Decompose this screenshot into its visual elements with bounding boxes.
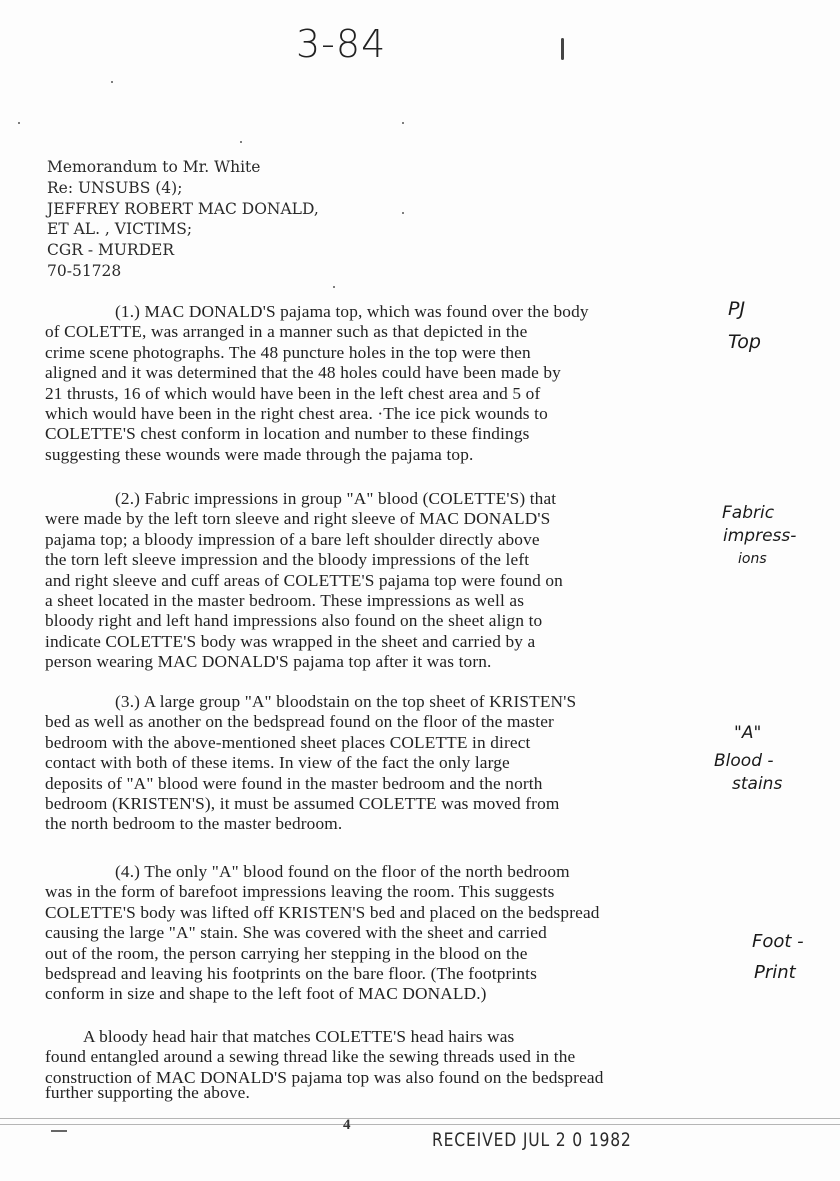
footer-rule-bottom: [0, 1124, 840, 1125]
paragraph-line: 21 thrusts, 16 of which would have been in the left chest area and 5 of: [45, 383, 541, 403]
paragraph-line: further supporting the above.: [45, 1083, 250, 1103]
paragraph-line: found entangled around a sewing thread like the sewing threads used in the: [45, 1047, 576, 1067]
paragraph-line: conform in size and shape to the left foot of MAC DONALD.): [45, 984, 487, 1004]
paragraph-line: COLETTE'S chest conform in location and number to these findings: [45, 424, 530, 444]
margin-note-blood-stains: [714, 722, 783, 796]
paragraph-line: bedroom with the above-mentioned sheet places COLETTE in direct: [45, 732, 531, 752]
paragraph-line: bedroom (KRISTEN'S), it must be assumed COLETTE was moved from: [45, 794, 560, 814]
handwritten-tick-mark: [561, 38, 564, 60]
margin-note-line: Blood -: [714, 751, 774, 771]
memo-re-line: Re: UNSUBS (4);: [47, 178, 183, 197]
margin-note-line: "A": [734, 723, 762, 743]
paragraph-line: bed as well as another on the bedspread found on the floor of the master: [45, 712, 554, 732]
paragraph-line: the north bedroom to the master bedroom.: [45, 814, 343, 834]
paragraph-line: deposits of "A" blood were found in the master bedroom and the north: [45, 773, 543, 793]
margin-note-foot-print: [752, 930, 804, 984]
paragraph-5: [45, 1027, 604, 1104]
margin-note-line: ions: [738, 551, 767, 567]
paragraph-2: [45, 489, 563, 673]
memo-to-line: Memorandum to Mr. White: [47, 158, 261, 176]
received-date-stamp: RECEIVED JUL 2 0 1982: [432, 1129, 632, 1151]
footer-scan-mark: [51, 1130, 67, 1132]
paragraph-line: (2.) Fabric impressions in group "A" blood (COLETTE'S) that: [115, 489, 557, 508]
memo-case-type-line: CGR - MURDER: [47, 241, 175, 260]
margin-note-fabric-impressions: [722, 502, 796, 571]
paragraph-line: person wearing MAC DONALD'S pajama top after it was torn.: [45, 652, 492, 672]
paragraph-line: were made by the left torn sleeve and right sleeve of MAC DONALD'S: [45, 509, 551, 529]
paragraph-line: bloody right and left hand impressions also found on the sheet align to: [45, 611, 543, 631]
paragraph-line: (4.) The only "A" blood found on the floor of the north bedroom: [115, 862, 570, 881]
paragraph-4: [45, 862, 600, 1005]
scan-speck: [240, 141, 242, 143]
margin-note-line: Foot -: [752, 931, 804, 952]
margin-note-line: stains: [732, 774, 783, 794]
paragraph-line: pajama top; a bloody impression of a bare left shoulder directly above: [45, 529, 540, 549]
margin-note-line: Print: [754, 962, 796, 983]
paragraph-line: a sheet located in the master bedroom. These impressions as well as: [45, 591, 525, 611]
memo-header: [47, 157, 319, 282]
scan-speck: [18, 122, 20, 124]
paragraph-line: crime scene photographs. The 48 puncture holes in the top were then: [45, 342, 531, 362]
paragraph-line: indicate COLETTE'S body was wrapped in the sheet and carried by a: [45, 631, 536, 651]
paragraph-line: aligned and it was determined that the 48 holes could have been made by: [45, 363, 561, 383]
paragraph-line: was in the form of barefoot impressions leaving the room. This suggests: [45, 882, 555, 902]
paragraph-line: A bloody head hair that matches COLETTE'S head hairs was: [83, 1027, 515, 1046]
margin-note-line: Fabric: [722, 503, 775, 523]
paragraph-line: suggesting these wounds were made through the pajama top.: [45, 444, 474, 464]
paragraph-line: out of the room, the person carrying her stepping in the blood on the: [45, 943, 528, 963]
paragraph-line: of COLETTE, was arranged in a manner such as that depicted in the: [45, 322, 528, 342]
paragraph-line: (1.) MAC DONALD'S pajama top, which was found over the body: [115, 302, 589, 321]
memo-file-number: 70-51728: [47, 261, 122, 280]
margin-note-line: PJ: [728, 298, 746, 320]
scan-speck: [333, 286, 335, 288]
scan-speck: [402, 122, 404, 124]
footer-rule-top: [0, 1118, 840, 1119]
margin-note-line: Top: [728, 331, 761, 353]
paragraph-line: bedspread and leaving his footprints on the bare floor. (The footprints: [45, 964, 538, 984]
paragraph-line: which would have been in the right chest area. ·The ice pick wounds to: [45, 404, 548, 424]
memo-subject-line: JEFFREY ROBERT MAC DONALD,: [47, 199, 319, 218]
paragraph-1: [45, 302, 589, 465]
scan-speck: [402, 212, 404, 214]
paragraph-line: contact with both of these items. In view of the fact the only large: [45, 753, 510, 773]
paragraph-line: COLETTE'S body was lifted off KRISTEN'S bed and placed on the bedspread: [45, 902, 600, 922]
scan-speck: [111, 81, 113, 83]
footer-page-number: 4: [343, 1117, 351, 1133]
paragraph-3: [45, 692, 576, 835]
paragraph-line: construction of MAC DONALD'S pajama top was also found on the bedspread: [45, 1067, 604, 1087]
memo-victims-line: ET AL. , VICTIMS;: [47, 220, 193, 239]
handwritten-page-label: 3-84: [296, 22, 387, 66]
margin-note-line: impress-: [723, 526, 797, 546]
paragraph-line: and right sleeve and cuff areas of COLETTE'S pajama top were found on: [45, 570, 563, 590]
paragraph-line: (3.) A large group "A" bloodstain on the top sheet of KRISTEN'S: [115, 692, 577, 711]
paragraph-line: the torn left sleeve impression and the bloody impressions of the left: [45, 550, 530, 570]
margin-note-pj-top: [728, 298, 761, 354]
paragraph-line: causing the large "A" stain. She was covered with the sheet and carried: [45, 923, 547, 943]
